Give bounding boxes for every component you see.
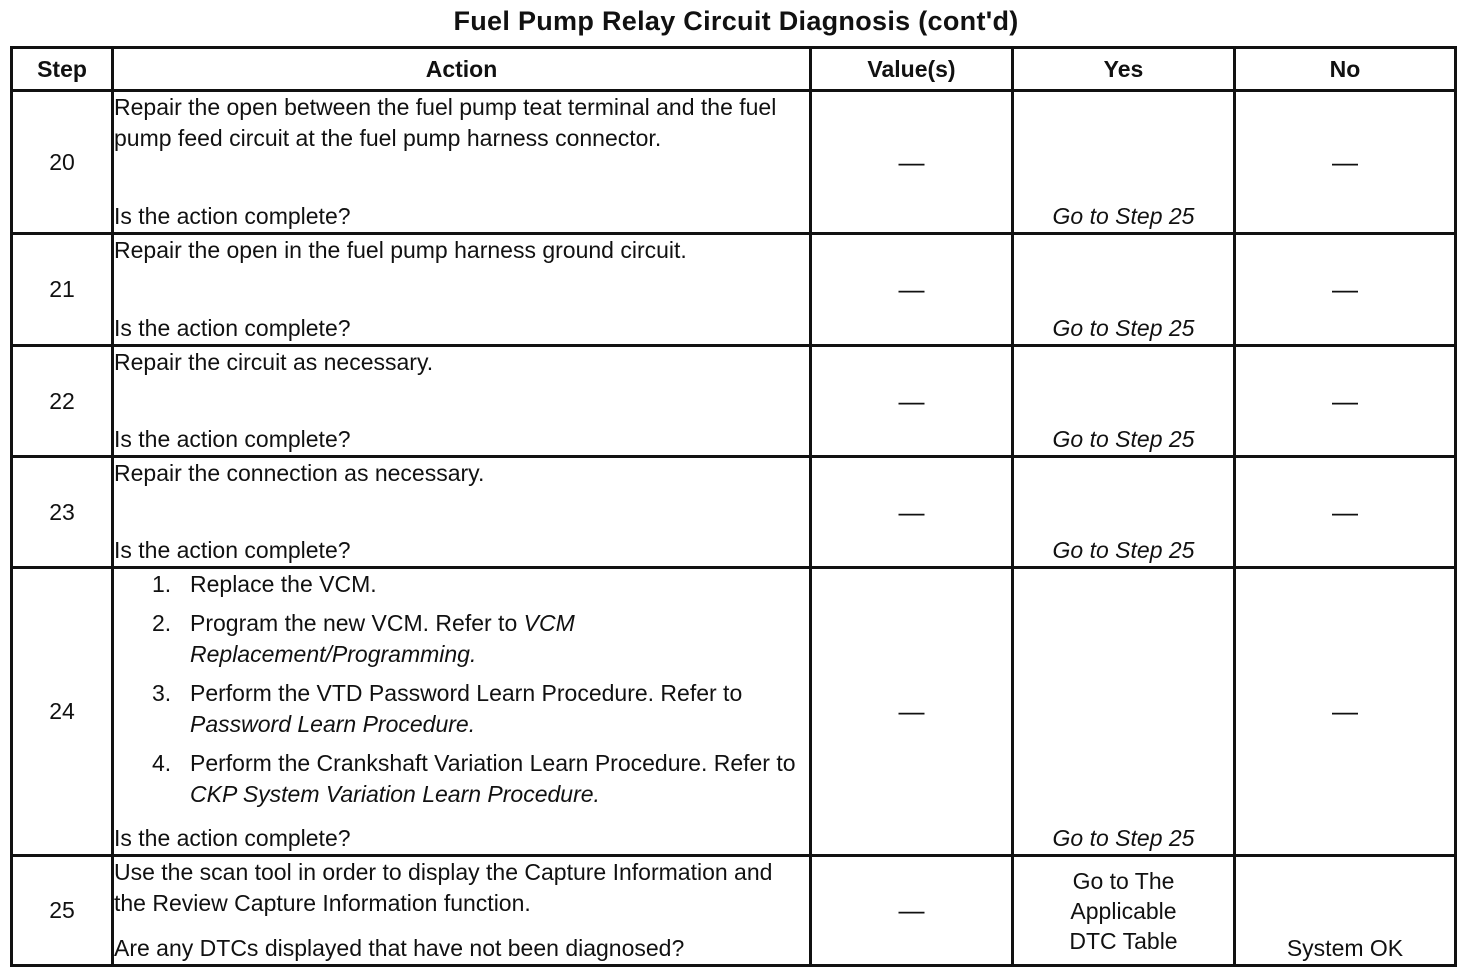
goto-step-link: Go to Step 25: [1052, 315, 1195, 341]
yes-cell: [1013, 91, 1235, 234]
value-cell: —: [811, 568, 1013, 856]
substep-number: 1.: [152, 571, 172, 597]
no-cell: —: [1235, 457, 1456, 568]
yes-line: Applicable: [1070, 897, 1177, 924]
yes-cell: [1013, 457, 1235, 568]
action-question: Are any DTCs displayed that have not been diagnosed?: [114, 935, 685, 961]
action-cell: [113, 457, 811, 568]
list-item: [152, 608, 809, 670]
substep-text: Perform the Crankshaft Variation Learn Procedure. Refer to: [190, 750, 796, 776]
substep-number: 2.: [152, 610, 172, 636]
action-question: Is the action complete?: [114, 537, 351, 563]
header-step: Step: [12, 48, 113, 91]
step-number: 20: [12, 91, 113, 234]
value-cell: —: [811, 234, 1013, 346]
goto-step-link: Go to Step 25: [1052, 426, 1195, 452]
action-question: Is the action complete?: [114, 426, 351, 452]
action-cell: [113, 91, 811, 234]
step-number: 21: [12, 234, 113, 346]
value-cell: —: [811, 457, 1013, 568]
yes-cell: [1013, 346, 1235, 457]
header-no: No: [1235, 48, 1456, 91]
page-title: Fuel Pump Relay Circuit Diagnosis (cont'd): [453, 6, 1019, 36]
action-text: Repair the open between the fuel pump teat terminal and the fuel pump feed circuit at the fuel pump harness connector.: [114, 94, 777, 151]
goto-step-link: Go to Step 25: [1052, 203, 1195, 229]
substep-text: Replace the VCM.: [190, 571, 377, 597]
action-question: Is the action complete?: [114, 203, 351, 229]
value-cell: —: [811, 91, 1013, 234]
substep-number: 4.: [152, 750, 172, 776]
list-item: [152, 569, 809, 600]
substep-text: Program the new VCM. Refer to: [190, 610, 524, 636]
goto-step-link: Go to Step 25: [1052, 537, 1195, 563]
substep-number: 3.: [152, 680, 172, 706]
action-cell: [113, 856, 811, 966]
no-cell: —: [1235, 234, 1456, 346]
value-cell: —: [811, 346, 1013, 457]
yes-cell: [1013, 856, 1235, 966]
header-yes: Yes: [1013, 48, 1235, 91]
reference-link[interactable]: Password Learn Procedure.: [190, 711, 476, 737]
table-header-row: [12, 48, 1456, 91]
yes-line: DTC Table: [1069, 927, 1178, 954]
action-text: Repair the connection as necessary.: [114, 460, 485, 486]
yes-line: Go to The: [1072, 867, 1175, 894]
table-row: [12, 234, 1456, 346]
diagnosis-table: [10, 46, 1457, 967]
no-cell: —: [1235, 568, 1456, 856]
step-number: 23: [12, 457, 113, 568]
step-number: 24: [12, 568, 113, 856]
action-cell: [113, 234, 811, 346]
table-row: [12, 568, 1456, 856]
yes-cell: [1013, 568, 1235, 856]
action-text: Repair the open in the fuel pump harness ground circuit.: [114, 237, 687, 263]
substep-list: [114, 569, 809, 810]
header-values: Value(s): [811, 48, 1013, 91]
goto-step-link: Go to Step 25: [1052, 825, 1195, 851]
action-text: Use the scan tool in order to display the Capture Information and the Review Capture Information function.: [114, 859, 773, 916]
table-row: [12, 91, 1456, 234]
substep-text: Perform the VTD Password Learn Procedure. Refer to: [190, 680, 743, 706]
step-number: 25: [12, 856, 113, 966]
header-action: Action: [113, 48, 811, 91]
table-row: [12, 457, 1456, 568]
action-cell: [113, 568, 811, 856]
no-cell: [1235, 856, 1456, 966]
list-item: [152, 748, 809, 810]
action-cell: [113, 346, 811, 457]
no-cell: —: [1235, 346, 1456, 457]
step-number: 22: [12, 346, 113, 457]
value-cell: —: [811, 856, 1013, 966]
table-row: [12, 346, 1456, 457]
action-question: Is the action complete?: [114, 315, 351, 341]
yes-cell: [1013, 234, 1235, 346]
reference-link[interactable]: VCM Replacement/Programming.: [190, 610, 575, 667]
reference-link[interactable]: CKP System Variation Learn Procedure.: [190, 781, 600, 807]
no-cell: —: [1235, 91, 1456, 234]
system-ok-text: System OK: [1286, 935, 1404, 961]
table-row: [12, 856, 1456, 966]
action-question: Is the action complete?: [114, 825, 351, 851]
action-text: Repair the circuit as necessary.: [114, 349, 434, 375]
list-item: [152, 678, 809, 740]
